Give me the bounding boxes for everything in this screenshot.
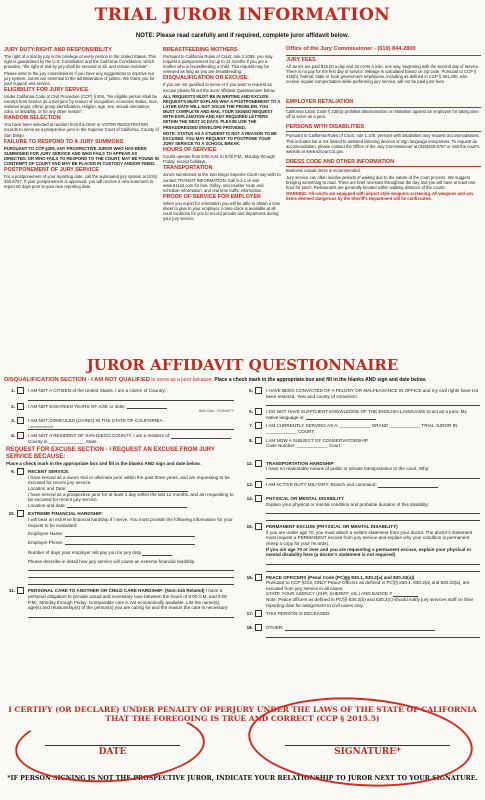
question-17: 17. THIS PERSON IS DECEASED. (246, 611, 331, 617)
info-column-middle (163, 46, 281, 223)
paragraph: When you report for orientation you will be able to obtain a time sheet to give to your employer. A time-clock is available at all court locations for you to record arrivals and departures during your jury service. (163, 200, 281, 222)
paragraph: All Jurors are paid $15.00 a day and 34 cents a mile, one way, beginning with the second day of service. There is no pay for the first day of service. Mileage is calculated based on zip code. Pursuant to CCP § 215(b), federal, state or local government employees, including as defined in CCP § 481.200, who receive regular compensation while performing jury service, will not be paid juror fees. (286, 63, 480, 85)
checkbox-peace-officer[interactable] (255, 574, 262, 581)
paid-days-field[interactable] (142, 552, 172, 556)
disqualification-instructions: Place a check mark in the appropriate box and fill in the blanks AND sign and date below. (214, 377, 427, 383)
section-title: DRESS CODE AND OTHER INFORMATION (286, 160, 481, 167)
paragraph: Pursuant to California Rules of Court, rule 1.100, persons with disabilities may request accommodations. This includes but is not limited to assisted listening devices or sign language interpreters. To request an accommodation, please contact the Office of the Jury Commissioner at (619)450-5757 or visit the court's website at www.sdcourt.ca.gov. (286, 133, 480, 154)
paragraph: Please write to the jury commissioner if you have any suggestions to improve our jury system. Jurors are essential to the administration of justice. We thank you for your support and service. (4, 70, 155, 86)
section-title: POSTPONEMENT OF JURY SERVICE (4, 167, 99, 174)
checkbox-deceased[interactable] (255, 610, 262, 617)
paragraph: You have been selected at random from the DMV or VOTER REGISTRATION records to serve as a prospective juror in the Superior Court of California, County of San Diego. (4, 122, 159, 138)
section-title: RANDOM SELECTION (4, 115, 61, 122)
section-title: BREASTFEEDING MOTHERS (163, 47, 238, 53)
section-title: TRANSPORTATION (163, 165, 213, 172)
checkbox-under-eighteen[interactable] (17, 403, 24, 410)
date-field[interactable]: DATE (45, 745, 180, 758)
affidavit-title: JUROR AFFIDAVIT QUESTIONNAIRE (86, 356, 399, 374)
question-6: 6. I DO NOT HAVE SUFFICIENT KNOWLEDGE OF THE ENGLISH LANGUAGE to act as a juror. My native language is: (249, 409, 467, 420)
checkbox-not-resident[interactable] (17, 432, 24, 439)
checkbox-other[interactable] (255, 624, 262, 631)
paragraph: Business casual dress is recommended. (286, 168, 361, 174)
paragraph: Jury service can often involve periods of waiting due to the nature of the court process. We suggest bringing something to read. There are brief recesses throughout the day and you will have at least one hour for lunch. Restaurants are generally located within walking distance of the courts. (286, 174, 476, 190)
checkbox-transportation[interactable] (255, 460, 262, 467)
paragraph: California Labor Code § 230(a) prohibits discrimination or retaliation against an employee for taking time off to serve as a juror. (286, 108, 479, 119)
info-column-left (4, 46, 159, 191)
question-11: 11. PERSONAL CARE TO ANOTHER OR CHILD CARE HARDSHIP: (Non-Job Related) I have a personal obligation to provide actual and necessary care between the hours of 8:00 A.M. and 5:00 P.M., Monday through Friday. Comparable care is not economically available. List the name(s), age(s) and relationship(s) of the person(s) you are caring for and the reason the care is necessary: (6, 588, 234, 617)
care-reason-field[interactable] (28, 612, 234, 618)
paragraph: Under California Code of Civil Procedure (CCP) § 204, "No eligible person shall be exempt from service as a trial juror by reason of occupation, economic status, race, national origin, ethnic group identification, religion, age, sex, sexual orientation, color, or disability, or for any other reason". (4, 93, 159, 115)
checkbox-care-hardship[interactable] (17, 587, 24, 594)
transportation-reason-field[interactable] (266, 473, 480, 479)
paragraph: NOTE: STATUS AS A STUDENT IS NOT A REASON TO BE EXCUSED. YOU MAY REQUEST TO POSTPONE YOUR JURY SERVICE TO A SCHOOL BREAK. (163, 130, 277, 147)
section-title: EMPLOYER RETALIATION (286, 100, 481, 107)
signature-footnote: *IF PERSON SIGNING IS NOT THE PROSPECTIVE JUROR, INDICATE YOUR RELATIONSHIP TO JUROR NEXT TO YOUR SIGNATURE. (7, 775, 478, 782)
question-4: 4. I AM NOT A RESIDENT OF SAN DIEGO COUNTY. I am a resident of: County in ______________ State. (6, 433, 234, 444)
hardship-description-field[interactable] (28, 565, 234, 571)
checkbox-disability[interactable] (255, 495, 262, 502)
conviction-field[interactable] (266, 400, 480, 406)
disqualification-subtitle: to serve as a juror because: (151, 377, 213, 383)
checkbox-recent-service[interactable] (17, 468, 24, 475)
checkbox-permanent-excuse[interactable] (255, 523, 262, 530)
resident-county-field[interactable] (171, 435, 231, 439)
section-title: FAILURE TO RESPOND TO A JURY SUMMONS (4, 138, 124, 145)
excuse-title: REQUEST FOR EXCUSE SECTION - I REQUEST AN EXCUSE FROM JURY SERVICE BECAUSE: (6, 447, 215, 460)
section-title: JURY DUTY:RIGHT AND RESPONSIBILITY (4, 47, 112, 53)
paragraph: PURSUANT TO CCP §209, ANY PROSPECTIVE JUROR WHO HAS BEEN SUMMONED FOR JURY SERVICE AND WHO FAILS TO APPEAR AS DIRECTED, OR WHO FAILS TO RESPOND TO THE COURT, MAY BE FOUND IN CONTEMPT OF COURT AND MAY BE PLACED IN CUSTODY AND/OR FINED. (4, 145, 159, 166)
checkbox-conservatorship[interactable] (255, 437, 262, 444)
question-10: 10. EXTREME FINANCIAL HARDSHIP: I will bear an extreme financial hardship if I serve. You must provide the following information for your request to be evaluated: Employee Name: Employer Phone: Number of days your employer will pay you for jury duty Please describe in detail how jury service will cause an extreme financial hardship. (6, 511, 234, 585)
country-field[interactable] (28, 395, 234, 401)
weapons-warning: WARNING: All courts are equipped with airport style weapons screening. All weapons and any items deemed dangerous by the Sheriff's Department will be confiscated. (286, 191, 474, 202)
info-column-right (286, 46, 481, 203)
question-18: 18. OTHER: (244, 625, 480, 638)
question-16: 16. PEACE OFFICERS (Penal Code (PC)§§ 830.1, 830.2(a) and 830.33(a)) Pursuant to CCP §219, ONLY Peace Officers as defined in PC§§ 830.1, 830.2(a) and 830.33(a), are excused from jury service in all cases. STATE YOUR AGENCY (CHP, SHERIFF, etc.) AND BADGE # Note: Peace officers as defined in PC§§ 830.2(b) and 830.2(c) should notify jury services staff on their reporting date for assignment to civil cases only. (246, 574, 474, 608)
section-title: PROOF OF SERVICE FOR EMPLOYER (163, 193, 261, 200)
permanent-excuse-field[interactable] (266, 559, 480, 565)
checkbox-not-domiciled[interactable] (17, 417, 24, 424)
paragraph: Pursuant to California Rules of Court, rule 2.1006, you may request a postponement for up to 12 months if you are a mother who is breastfeeding a child. This request may be renewed as long as you are breastfeeding. (163, 53, 273, 75)
paragraph: Jurors summoned to the San Diego Superior Court may wish to contact TRANSIT INFORMATION: Call 5-1-1 or visit www.511sd.com for bus, trolley, and coaster route and schedule information, and real time traffic information. (163, 172, 281, 193)
page-header (0, 0, 485, 50)
section-title: JURY FEES (286, 56, 316, 63)
page-title: TRIAL JUROR INFORMATION (94, 5, 391, 25)
birth-date-field[interactable] (127, 405, 167, 409)
question-12: 12. TRANSPORTATION HARDSHIP: I have no reasonable means of public or private transportation to the court. Why: (244, 461, 480, 479)
question-7: 7. I AM CURRENTLY SERVING AS A: ____________ GRAND ____________ TRIAL JUROR IN ____________ COURT. (249, 423, 458, 434)
employer-phone-field[interactable] (65, 541, 195, 545)
excuse-instructions: Place a check mark in the appropriate box and fill in the blanks AND sign and date below. (6, 460, 201, 466)
question-15: 15. PERMANENT EXCUSE (PHYSICAL OR MENTAL DISABILITY) If you are under age 70, you must attach a written statement from your doctor. The doctor's statement must request a PERMANENT excuse from jury service and explain why your condition is permanent. (Keep a copy for your records). If you are age 70 or over and you are requesting a permanent excuse, explain your physical or mental disability here (a doctor's statement is not required) (244, 524, 480, 572)
checkbox-serving-juror[interactable] (255, 422, 262, 429)
signature-field[interactable]: SIGNATURE* (285, 745, 450, 758)
paragraph: ALL REQUESTS MUST BE IN WRITING AND EXCUSE REQUESTS MUST EXPLAIN WHY A POSTPONEMENT TO A LATER DATE WILL NOT SOLVE THE PROBLEM. YOU MUST COMPLETE AND MAIL YOUR SIGNED REQUEST WITH EXPLANATION AND ANY REQUIRED LETTERS WITHIN THE NEXT 10 DAYS. PLEASE USE THE PREADDRESSED ENVELOPE PROVIDED. (163, 93, 281, 130)
question-14: 14. PHYSICAL OR MENTAL DISABILITY Explain your physical or mental condition and probable duration of this disability: (244, 496, 480, 521)
section-title: ELIGIBILITY FOR JURY SERVICE (4, 86, 89, 93)
other-field[interactable] (285, 627, 435, 631)
question-13: 13. I AM ACTIVE DUTY MILITARY. Branch and command: (244, 482, 480, 493)
domicile-field[interactable]: I am domiciled in (28, 424, 234, 430)
paragraph: The right of a trial by jury is the privilege of every person in the United States. This right is guaranteed by the U.S. Constitution and the California Constitution, which provides, "the right of trial by jury shall be secured to all, and remain inviolate". (4, 53, 156, 70)
disqualification-title: DISQUALIFICATION SECTION - I AM NOT QUALIFIED (4, 377, 150, 383)
disability-field[interactable] (266, 508, 480, 514)
section-title: DISQUALIFICATION OR EXCUSE: (163, 75, 249, 82)
paragraph: Courts operate from 8:00 A.M. to 5:00 P.M., Monday through Friday, except holidays. (163, 154, 275, 165)
checkbox-military[interactable] (255, 481, 262, 488)
excuse-section-header (6, 447, 234, 466)
certification-statement: I CERTIFY (OR DECLARE) UNDER PENALTY OF PERJURY UNDER THE LAWS OF THE STATE OF CALIFORNIA THAT THE FOREGOING IS TRUE AND CORRECT (CCP § 2015.5) (8, 705, 477, 724)
disqualification-header (4, 377, 482, 384)
question-8: 8. I AM NOW A SUBJECT OF CONSERVATORSHIP. Case Number: ____________ Court (249, 437, 369, 449)
paragraph: For a postponement of your reporting date, call the automated jury system at (619) 450-5757. If your postponement is approved, you will receive a new summons to report 90 days prior to your new reporting date. (4, 174, 157, 190)
checkbox-felony[interactable] (255, 387, 262, 394)
question-5: 5. I HAVE BEEN CONVICTED OF A FELONY OR MALFEASANCE IN OFFICE and my civil rights have not been restored. Year and county of conviction: (244, 388, 480, 406)
recent-service-location-field[interactable] (68, 488, 188, 492)
questionnaire-left (6, 388, 234, 621)
questionnaire-right (244, 388, 480, 641)
question-9: 9. RECENT SERVICE: I have served as a sworn trial or alternate juror within the past three years, and am requesting to be excused for recent jury service. Location and Date: I have served as a prospective juror for at least 1 day within the last 12 months, and am requesting to be excused for recent jury service. Location and date: (11, 469, 234, 508)
notice-line: NOTE: Please read carefully and if required, complete juror affidavit below. (135, 33, 350, 39)
checkbox-not-citizen[interactable] (17, 387, 24, 394)
section-title: HOURS OF SERVICE (163, 147, 217, 154)
prospective-service-location-field[interactable] (67, 504, 187, 508)
paragraph: If you are not qualified to serve or if you want to request an excuse please fill out the Juror Affidavit Questionnaire below. (163, 82, 276, 93)
branch-field[interactable] (378, 484, 438, 488)
checkbox-english[interactable] (255, 408, 262, 415)
question-3: 3. I AM NOT DOMICILED (LIVING) IN THE STATE OF CALIFORNIA. I am domiciled in (6, 418, 234, 431)
section-title: PERSONS WITH DISABILITIES (286, 125, 481, 132)
native-language-field[interactable] (306, 416, 376, 420)
checkbox-financial-hardship[interactable] (17, 510, 24, 517)
employee-name-field[interactable] (65, 533, 195, 537)
question-1: 1. I AM NOT A CITIZEN of the United States. I am a citizen of Country: (6, 388, 234, 401)
office-phone-heading: Office of the Jury Commissioner - (619) 844-2800 (286, 46, 481, 56)
question-2: 2. I AM NOT EIGHTEEN YEARS OF AGE or older. Birth Date - DD/MM/YY (11, 403, 234, 414)
